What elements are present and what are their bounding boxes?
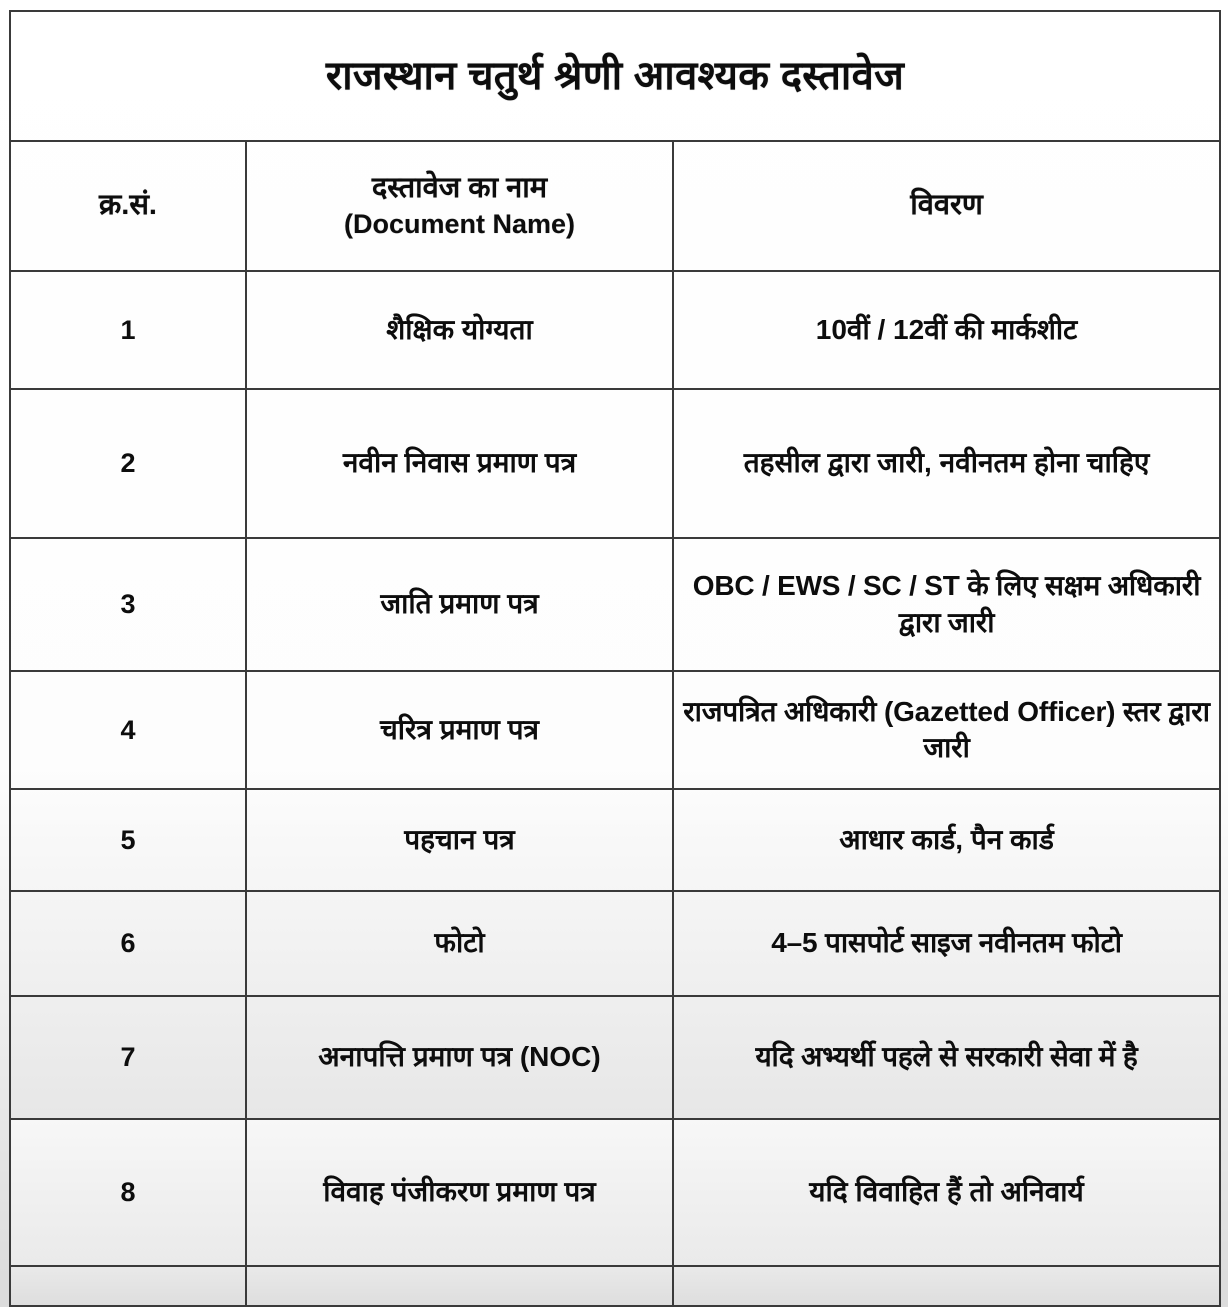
row-document-name: नवीन निवास प्रमाण पत्र	[246, 389, 673, 538]
row-serial-number: 4	[10, 671, 246, 789]
row-description: OBC / EWS / SC / ST के लिए सक्षम अधिकारी द्वारा जारी	[673, 538, 1220, 671]
row-description: तहसील द्वारा जारी, नवीनतम होना चाहिए	[673, 389, 1220, 538]
row-document-name: फोटो	[246, 891, 673, 996]
column-header-description: विवरण	[673, 141, 1220, 271]
row-document-name: पहचान पत्र	[246, 789, 673, 891]
row-document-name: चरित्र प्रमाण पत्र	[246, 671, 673, 789]
row-document-name	[246, 1266, 673, 1306]
table-row	[10, 789, 1220, 891]
row-document-name: अनापत्ति प्रमाण पत्र (NOC)	[246, 996, 673, 1119]
table-header-row	[10, 141, 1220, 271]
row-description: यदि अभ्यर्थी पहले से सरकारी सेवा में है	[673, 996, 1220, 1119]
row-description: 10वीं / 12वीं की मार्कशीट	[673, 271, 1220, 389]
column-header-serial-number: क्र.सं.	[10, 141, 246, 271]
table-row	[10, 389, 1220, 538]
row-document-name: जाति प्रमाण पत्र	[246, 538, 673, 671]
table-title-row	[10, 11, 1220, 141]
table-row	[10, 271, 1220, 389]
row-description: राजपत्रित अधिकारी (Gazetted Officer) स्तर द्वारा जारी	[673, 671, 1220, 789]
row-serial-number	[10, 1266, 246, 1306]
row-serial-number: 3	[10, 538, 246, 671]
table-row-partial	[10, 1266, 1220, 1306]
row-document-name: विवाह पंजीकरण प्रमाण पत्र	[246, 1119, 673, 1266]
required-documents-table	[9, 10, 1221, 1307]
row-description: 4–5 पासपोर्ट साइज नवीनतम फोटो	[673, 891, 1220, 996]
row-serial-number: 6	[10, 891, 246, 996]
column-header-document-name-hindi: दस्तावेज का नाम	[371, 172, 548, 205]
row-description: यदि विवाहित हैं तो अनिवार्य	[673, 1119, 1220, 1266]
table-row	[10, 671, 1220, 789]
row-serial-number: 1	[10, 271, 246, 389]
table-row	[10, 891, 1220, 996]
row-serial-number: 7	[10, 996, 246, 1119]
row-serial-number: 5	[10, 789, 246, 891]
row-serial-number: 2	[10, 389, 246, 538]
table-row	[10, 538, 1220, 671]
row-description: आधार कार्ड, पैन कार्ड	[673, 789, 1220, 891]
column-header-document-name-english: (Document Name)	[343, 209, 576, 240]
row-document-name: शैक्षिक योग्यता	[246, 271, 673, 389]
table-row	[10, 996, 1220, 1119]
column-header-document-name	[246, 141, 673, 271]
table-row	[10, 1119, 1220, 1266]
row-serial-number: 8	[10, 1119, 246, 1266]
row-description	[673, 1266, 1220, 1306]
document-title: राजस्थान चतुर्थ श्रेणी आवश्यक दस्तावेज	[10, 11, 1220, 141]
